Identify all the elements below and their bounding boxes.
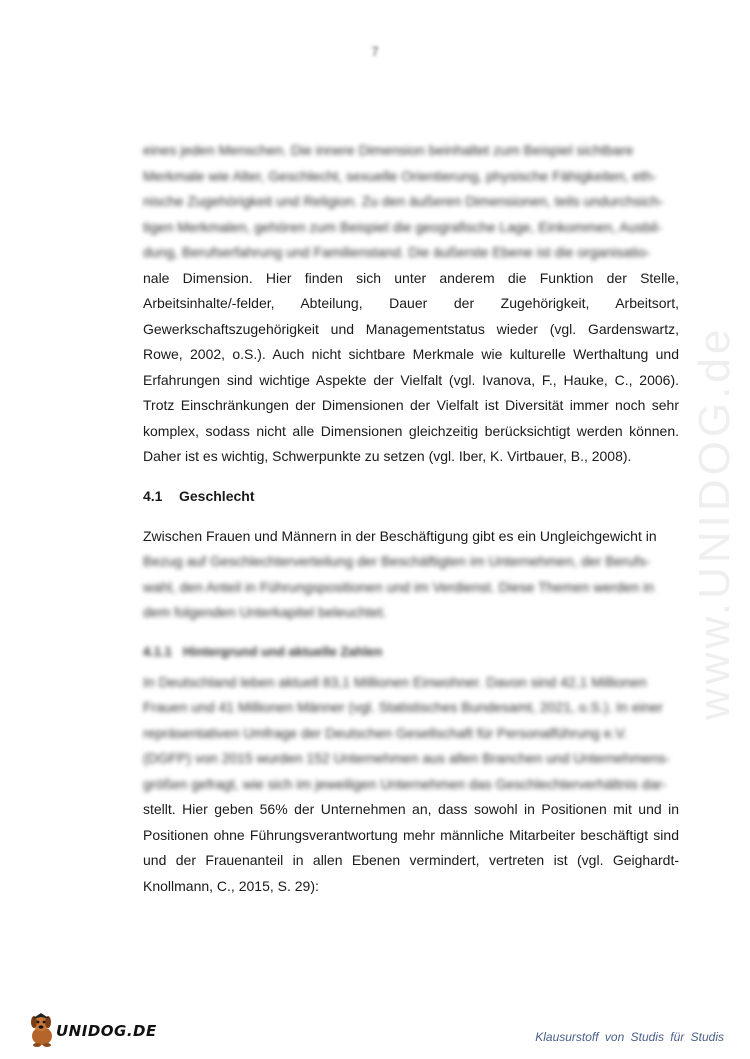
paragraph-2 — [143, 524, 679, 626]
subsection-title: Hintergrund und aktuelle Zahlen — [183, 643, 383, 659]
text-line: (DGFP) von 2015 wurden 152 Unternehmen aus allen Branchen und Unternehmens- — [143, 750, 670, 766]
dog-mascot-icon — [28, 1010, 58, 1048]
text-line: dem folgenden Unterkapitel beleuchtet. — [143, 604, 387, 620]
section-title: Geschlecht — [179, 487, 255, 504]
text-line: tigen Merkmalen, gehören zum Beispiel die geografische Lage, Einkommen, Ausbil- — [143, 218, 663, 235]
text-line: nische Zugehörigkeit und Religion. Zu den äußeren Dimensionen, teils undurchsich- — [143, 193, 664, 209]
paragraph-text: stellt. Hier geben 56% der Unternehmen an, dass sowohl in Positionen mit und in Positionen ohne Führungsverantwortung mehr männliche Mitarbeiter beschäftigt sind und der Frauenanteil in allen Ebenen vermindert, vertreten ist (vgl. Geighardt-Knollmann, C., 2015, S. 29): — [143, 801, 679, 894]
paragraph-text: Zwischen Frauen und Männern in der Beschäftigung gibt es ein Ungleichgewicht in — [143, 527, 657, 544]
section-number: 4.1 — [143, 487, 163, 504]
watermark: www.UNIDOG.de — [690, 325, 739, 720]
text-line: Frauen und 41 Millionen Männer (vgl. Statistisches Bundesamt, 2021, o.S.). In einer — [143, 699, 663, 715]
subsection-number: 4.1.1 — [143, 643, 172, 659]
blurred-text — [143, 138, 679, 266]
text-line: wahl, den Anteil in Führungspositionen und im Verdienst. Diese Themen werden in — [143, 578, 655, 595]
text-line: eines jeden Menschen. Die innere Dimension beinhaltet zum Beispiel sichtbare — [143, 142, 634, 158]
section-heading — [143, 484, 679, 509]
text-line: Merkmale wie Alter, Geschlecht, sexuelle Orientierung, physische Fähigkeiten, eth- — [143, 167, 657, 184]
text-line: größen gefragt, wie sich im jeweiligen Unternehmen das Geschlechterverhältnis dar- — [143, 775, 667, 792]
subsection-heading — [143, 640, 679, 664]
text-line: In Deutschland leben aktuell 83,1 Millionen Einwohner. Davon sind 42,1 Millionen — [143, 673, 647, 690]
paragraph-text: nale Dimension. Hier finden sich unter anderem die Funktion der Stelle, Arbeitsinhalte/-felder, Abteilung, Dauer der Zugehörigkeit, Arbeitsort, Gewerkschaftszugehörigkeit und Managementstatus wieder (vgl. Gardenswartz, Rowe, 2002, o.S.). Auch nicht sichtbare Merkmale wie kulturelle Werthaltung und Erfahrungen sind wichtige Aspekte der Vielfalt (vgl. Ivanova, F., Hauke, C., 2006). Trotz Einschränkungen der Dimensionen der Vielfalt ist Diversität immer noch sehr komplex, sodass nicht alle Dimensionen gleichzeitig berücksichtigt werden können. Daher ist es wichtig, Schwerpunkte zu setzen (vgl. Iber, K. Virtbauer, B., 2008). — [143, 269, 679, 464]
paragraph-3 — [143, 670, 679, 900]
document-body — [143, 138, 679, 913]
paragraph-1 — [143, 138, 679, 470]
logo-text: UNIDOG.DE — [56, 1022, 157, 1040]
page-number: 7 — [371, 44, 379, 59]
footer-tagline: Klausurstoff von Studis für Studis — [535, 1030, 724, 1044]
text-line: repräsentativen Umfrage der Deutschen Gesellschaft für Personalführung e.V. — [143, 724, 628, 741]
text-line: dung, Berufserfahrung und Familienstand. Die äußerste Ebene ist die organisatio- — [143, 244, 651, 260]
blurred-text — [143, 670, 679, 798]
unidog-logo[interactable] — [28, 1010, 168, 1050]
blurred-text — [143, 549, 679, 626]
text-line: Bezug auf Geschlechterverteilung der Beschäftigten im Unternehmen, der Berufs- — [143, 553, 651, 569]
